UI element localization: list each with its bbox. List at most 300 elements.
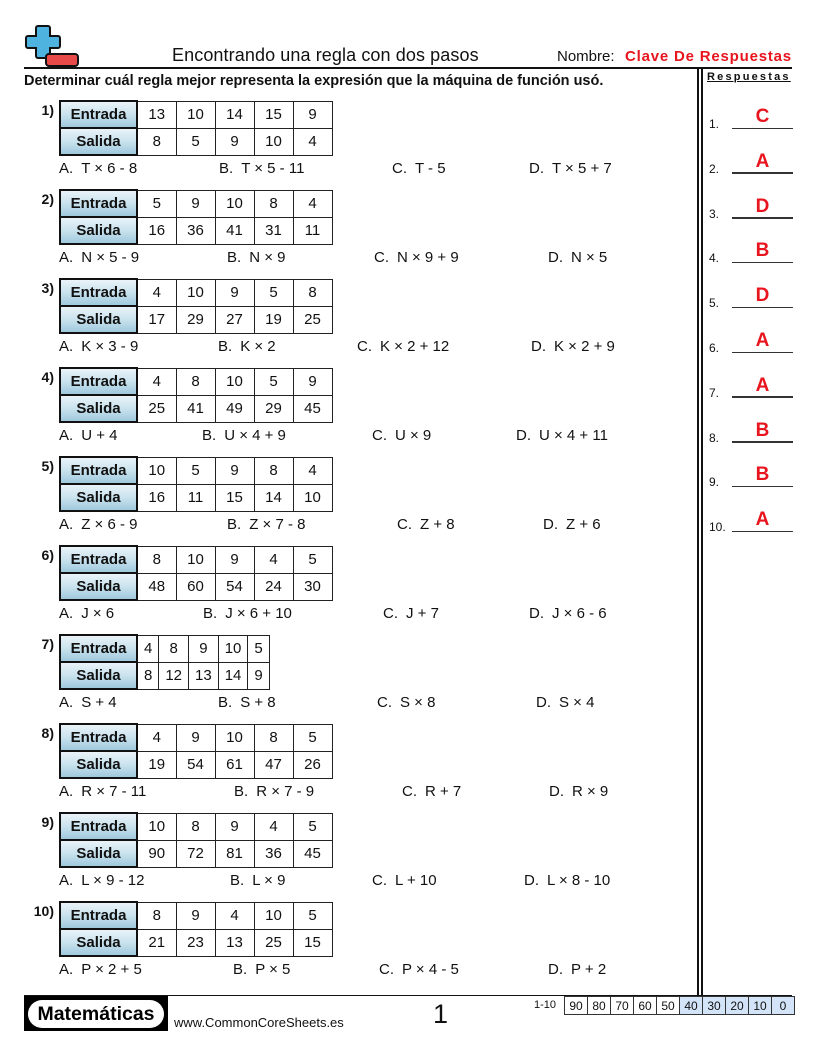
input-value: 8	[137, 902, 176, 929]
choice-expression: Z × 7 - 8	[249, 516, 306, 533]
choice-letter: C.	[392, 160, 407, 177]
answer-row	[709, 504, 793, 534]
choice-expression: U × 4 + 9	[224, 427, 286, 444]
choice-list	[59, 427, 679, 447]
output-value: 16	[137, 217, 176, 244]
output-header: Salida	[60, 840, 137, 867]
choice-expression: K × 2	[240, 338, 276, 355]
input-value: 4	[254, 546, 293, 573]
choice-letter: B.	[227, 249, 242, 266]
choice-letter: B.	[218, 694, 233, 711]
choice-letter: A.	[59, 872, 74, 889]
choice-letter: D.	[549, 783, 564, 800]
choice-expression: P × 2 + 5	[81, 961, 142, 978]
choice-c	[377, 694, 435, 711]
input-value: 4	[137, 635, 159, 662]
input-value: 4	[137, 368, 176, 395]
choice-d	[529, 605, 607, 622]
choice-expression: R × 9	[572, 783, 609, 800]
choice-expression: L × 9	[252, 872, 286, 889]
choice-expression: J + 7	[406, 605, 439, 622]
choice-a	[59, 961, 142, 978]
input-value: 9	[215, 279, 254, 306]
choice-letter: C.	[374, 249, 389, 266]
output-value: 14	[218, 662, 248, 689]
output-row	[60, 395, 332, 422]
output-value: 29	[176, 306, 215, 333]
output-value: 9	[215, 128, 254, 155]
choice-c	[372, 427, 431, 444]
input-value: 8	[159, 635, 189, 662]
answer-row	[709, 146, 793, 176]
output-value: 8	[137, 128, 176, 155]
input-value: 9	[293, 101, 332, 128]
problem-number: 5)	[41, 458, 54, 474]
problem-number: 3)	[41, 280, 54, 296]
output-value: 47	[254, 751, 293, 778]
output-value: 12	[159, 662, 189, 689]
input-value: 5	[254, 279, 293, 306]
choice-letter: A.	[59, 160, 74, 177]
input-row	[60, 101, 332, 128]
input-header: Entrada	[60, 635, 137, 662]
choice-expression: U × 4 + 11	[539, 427, 608, 444]
output-header: Salida	[60, 484, 137, 511]
score-cell: 30	[703, 997, 726, 1015]
input-value: 5	[293, 902, 332, 929]
input-row	[60, 902, 332, 929]
output-header: Salida	[60, 128, 137, 155]
score-cell: 20	[726, 997, 749, 1015]
answer-number: 10.	[709, 520, 726, 535]
site-url: www.CommonCoreSheets.es	[174, 1015, 344, 1030]
input-row	[60, 813, 332, 840]
input-value: 10	[215, 368, 254, 395]
problem-4	[24, 365, 684, 453]
function-table	[59, 634, 270, 690]
output-value: 36	[176, 217, 215, 244]
output-row	[60, 840, 332, 867]
choice-letter: D.	[548, 249, 563, 266]
answer-letter: D	[755, 195, 770, 217]
input-value: 13	[137, 101, 176, 128]
choice-d	[516, 427, 608, 444]
function-table	[59, 456, 333, 512]
choice-c	[392, 160, 446, 177]
answer-letter: A	[755, 150, 770, 172]
brand-label: Matemáticas	[28, 1000, 164, 1028]
choice-letter: B.	[202, 427, 217, 444]
input-header: Entrada	[60, 457, 137, 484]
choice-letter: A.	[59, 249, 74, 266]
output-value: 4	[293, 128, 332, 155]
choice-a	[59, 694, 117, 711]
choice-expression: T × 5 - 11	[241, 160, 305, 177]
choice-expression: R + 7	[425, 783, 462, 800]
input-value: 10	[215, 190, 254, 217]
output-value: 15	[215, 484, 254, 511]
choice-expression: Z + 8	[420, 516, 455, 533]
output-value: 23	[176, 929, 215, 956]
choice-letter: B.	[233, 961, 248, 978]
output-value: 17	[137, 306, 176, 333]
input-value: 10	[218, 635, 248, 662]
input-value: 9	[176, 724, 215, 751]
output-header: Salida	[60, 929, 137, 956]
problem-number: 8)	[41, 725, 54, 741]
input-row	[60, 546, 332, 573]
score-cell: 80	[588, 997, 611, 1015]
choice-letter: D.	[529, 160, 544, 177]
output-value: 49	[215, 395, 254, 422]
answer-row	[709, 235, 793, 265]
answer-column-divider	[697, 69, 699, 996]
input-value: 10	[137, 457, 176, 484]
choice-letter: A.	[59, 427, 74, 444]
output-value: 54	[215, 573, 254, 600]
instructions: Determinar cuál regla mejor representa la expresión que la máquina de función usó.	[24, 73, 604, 89]
choice-expression: J × 6 - 6	[552, 605, 607, 622]
input-value: 10	[137, 813, 176, 840]
input-value: 8	[254, 190, 293, 217]
choice-expression: N × 9	[249, 249, 286, 266]
choice-expression: K × 2 + 12	[380, 338, 450, 355]
output-header: Salida	[60, 217, 137, 244]
answer-letter: A	[755, 374, 770, 396]
problem-number: 1)	[41, 102, 54, 118]
input-value: 10	[176, 279, 215, 306]
answer-number: 1.	[709, 117, 720, 131]
choice-d	[531, 338, 615, 355]
choice-letter: D.	[548, 961, 563, 978]
choice-expression: N × 5 - 9	[81, 249, 140, 266]
choice-letter: C.	[397, 516, 412, 533]
answer-row	[709, 459, 793, 489]
output-value: 9	[248, 662, 269, 689]
page-number: 1	[433, 999, 449, 1029]
output-value: 36	[254, 840, 293, 867]
choice-letter: B.	[218, 338, 233, 355]
output-value: 41	[176, 395, 215, 422]
choice-b	[230, 872, 285, 889]
answer-number: 9.	[709, 475, 720, 490]
choice-b	[218, 338, 276, 355]
function-table	[59, 545, 333, 601]
choice-list	[59, 160, 679, 180]
choice-letter: A.	[59, 605, 74, 622]
output-row	[60, 573, 332, 600]
input-value: 10	[176, 546, 215, 573]
input-value: 9	[293, 368, 332, 395]
answer-column-divider	[701, 69, 703, 996]
input-header: Entrada	[60, 190, 137, 217]
answer-number: 4.	[709, 251, 720, 266]
choice-letter: D.	[524, 872, 539, 889]
choice-c	[357, 338, 449, 355]
input-value: 8	[254, 724, 293, 751]
answer-letter: B	[755, 240, 770, 262]
input-value: 5	[176, 457, 215, 484]
choice-letter: A.	[59, 338, 74, 355]
choice-b	[227, 516, 305, 533]
choice-list	[59, 872, 679, 892]
input-value: 8	[293, 279, 332, 306]
problem-number: 9)	[41, 814, 54, 830]
choice-letter: A.	[59, 783, 74, 800]
choice-letter: C.	[372, 427, 387, 444]
answer-row	[709, 101, 793, 131]
input-header: Entrada	[60, 813, 137, 840]
answer-letter: D	[755, 285, 770, 307]
input-header: Entrada	[60, 368, 137, 395]
input-value: 9	[215, 546, 254, 573]
input-value: 4	[215, 902, 254, 929]
choice-b	[219, 160, 304, 177]
choice-b	[234, 783, 314, 800]
output-header: Salida	[60, 751, 137, 778]
problem-9	[24, 810, 684, 898]
choice-expression: P × 4 - 5	[402, 961, 459, 978]
choice-c	[372, 872, 437, 889]
choice-b	[218, 694, 276, 711]
input-value: 5	[254, 368, 293, 395]
problem-3	[24, 276, 684, 364]
output-value: 90	[137, 840, 176, 867]
problem-number: 10)	[33, 903, 54, 919]
score-cell: 90	[565, 997, 588, 1015]
input-value: 9	[176, 902, 215, 929]
output-value: 31	[254, 217, 293, 244]
input-value: 8	[254, 457, 293, 484]
input-value: 4	[254, 813, 293, 840]
score-cell: 0	[772, 997, 795, 1015]
answer-letter: B	[755, 464, 770, 486]
output-value: 54	[176, 751, 215, 778]
choice-letter: A.	[59, 961, 74, 978]
function-table	[59, 189, 333, 245]
choice-b	[227, 249, 285, 266]
output-value: 61	[215, 751, 254, 778]
choice-c	[397, 516, 455, 533]
problem-5	[24, 454, 684, 542]
choice-expression: P + 2	[571, 961, 607, 978]
score-table	[564, 996, 795, 1015]
input-value: 4	[137, 724, 176, 751]
output-value: 21	[137, 929, 176, 956]
input-value: 15	[254, 101, 293, 128]
output-value: 13	[215, 929, 254, 956]
choice-expression: K × 3 - 9	[81, 338, 139, 355]
choice-letter: C.	[383, 605, 398, 622]
input-value: 5	[293, 813, 332, 840]
choice-letter: C.	[402, 783, 417, 800]
problem-10	[24, 899, 684, 987]
output-value: 8	[137, 662, 159, 689]
problem-2	[24, 187, 684, 275]
choice-expression: P × 5	[255, 961, 291, 978]
input-value: 8	[137, 546, 176, 573]
function-table	[59, 278, 333, 334]
answers-title: Respuestas	[707, 71, 791, 83]
choice-expression: T - 5	[415, 160, 446, 177]
choice-d	[543, 516, 601, 533]
choice-expression: R × 7 - 9	[256, 783, 315, 800]
output-value: 11	[176, 484, 215, 511]
function-table	[59, 367, 333, 423]
output-value: 72	[176, 840, 215, 867]
output-value: 11	[293, 217, 332, 244]
choice-list	[59, 338, 679, 358]
output-value: 45	[293, 840, 332, 867]
output-value: 48	[137, 573, 176, 600]
choice-expression: U + 4	[81, 427, 118, 444]
choice-expression: S + 4	[81, 694, 117, 711]
output-value: 45	[293, 395, 332, 422]
input-header: Entrada	[60, 902, 137, 929]
choice-b	[202, 427, 286, 444]
output-row	[60, 662, 269, 689]
output-value: 19	[137, 751, 176, 778]
choice-letter: D.	[536, 694, 551, 711]
choice-list	[59, 605, 679, 625]
choice-list	[59, 961, 679, 981]
choice-expression: J × 6	[81, 605, 115, 622]
input-value: 10	[254, 902, 293, 929]
choice-expression: N × 9 + 9	[397, 249, 459, 266]
output-value: 81	[215, 840, 254, 867]
choice-letter: C.	[379, 961, 394, 978]
choice-expression: T × 6 - 8	[81, 160, 138, 177]
output-value: 19	[254, 306, 293, 333]
input-row	[60, 635, 269, 662]
choice-d	[548, 249, 607, 266]
choice-a	[59, 338, 138, 355]
choice-a	[59, 783, 146, 800]
choice-list	[59, 783, 679, 803]
choice-a	[59, 872, 144, 889]
input-value: 8	[176, 368, 215, 395]
problem-number: 7)	[41, 636, 54, 652]
choice-letter: B.	[203, 605, 218, 622]
output-row	[60, 484, 332, 511]
output-value: 10	[254, 128, 293, 155]
answer-row	[709, 325, 793, 355]
output-value: 13	[189, 662, 219, 689]
output-value: 27	[215, 306, 254, 333]
plus-minus-logo-icon	[24, 24, 80, 68]
answer-row	[709, 280, 793, 310]
score-cell: 70	[611, 997, 634, 1015]
input-value: 10	[176, 101, 215, 128]
choice-expression: L + 10	[395, 872, 437, 889]
answer-letter: C	[755, 106, 770, 127]
input-value: 8	[176, 813, 215, 840]
input-row	[60, 190, 332, 217]
problem-number: 4)	[41, 369, 54, 385]
choice-expression: S + 8	[240, 694, 276, 711]
answer-row	[709, 370, 793, 400]
input-value: 9	[176, 190, 215, 217]
function-table	[59, 901, 333, 957]
problem-number: 2)	[41, 191, 54, 207]
output-value: 60	[176, 573, 215, 600]
function-table	[59, 100, 333, 156]
answer-number: 2.	[709, 161, 720, 176]
input-value: 10	[215, 724, 254, 751]
choice-a	[59, 160, 137, 177]
answer-letter: B	[755, 419, 770, 441]
output-header: Salida	[60, 573, 137, 600]
input-value: 5	[137, 190, 176, 217]
input-value: 4	[293, 457, 332, 484]
input-header: Entrada	[60, 546, 137, 573]
choice-expression: U × 9	[395, 427, 432, 444]
input-value: 5	[293, 546, 332, 573]
input-value: 9	[215, 457, 254, 484]
output-row	[60, 217, 332, 244]
output-header: Salida	[60, 395, 137, 422]
input-value: 5	[248, 635, 269, 662]
name-label: Nombre:	[557, 48, 615, 65]
problem-8	[24, 721, 684, 809]
output-header: Salida	[60, 662, 137, 689]
choice-expression: Z × 6 - 9	[81, 516, 138, 533]
output-value: 14	[254, 484, 293, 511]
output-value: 25	[293, 306, 332, 333]
input-value: 4	[137, 279, 176, 306]
problem-1	[24, 98, 684, 186]
answer-row	[709, 415, 793, 445]
output-value: 41	[215, 217, 254, 244]
output-value: 26	[293, 751, 332, 778]
choice-c	[379, 961, 459, 978]
output-row	[60, 128, 332, 155]
choice-letter: C.	[372, 872, 387, 889]
score-range-label: 1-10	[534, 999, 557, 1011]
input-row	[60, 368, 332, 395]
choice-expression: J × 6 + 10	[225, 605, 292, 622]
score-cell: 40	[680, 997, 703, 1015]
choice-b	[233, 961, 290, 978]
output-value: 5	[176, 128, 215, 155]
output-value: 25	[137, 395, 176, 422]
choice-expression: K × 2 + 9	[554, 338, 615, 355]
output-header: Salida	[60, 306, 137, 333]
input-row	[60, 724, 332, 751]
problem-number: 6)	[41, 547, 54, 563]
problem-6	[24, 543, 684, 631]
choice-letter: D.	[543, 516, 558, 533]
choice-letter: B.	[219, 160, 234, 177]
input-header: Entrada	[60, 101, 137, 128]
input-header: Entrada	[60, 279, 137, 306]
answer-number: 6.	[709, 341, 720, 355]
choice-expression: T × 5 + 7	[552, 160, 612, 177]
choice-a	[59, 249, 139, 266]
output-value: 30	[293, 573, 332, 600]
choice-expression: L × 9 - 12	[81, 872, 145, 889]
choice-expression: L × 8 - 10	[547, 872, 611, 889]
output-value: 10	[293, 484, 332, 511]
score-cell: 60	[634, 997, 657, 1015]
choice-letter: B.	[227, 516, 242, 533]
answer-number: 3.	[709, 206, 720, 221]
choice-expression: S × 8	[400, 694, 436, 711]
choice-letter: C.	[377, 694, 392, 711]
name-value: Clave De Respuestas	[625, 48, 792, 65]
answer-number: 7.	[709, 385, 720, 400]
choice-expression: S × 4	[559, 694, 595, 711]
